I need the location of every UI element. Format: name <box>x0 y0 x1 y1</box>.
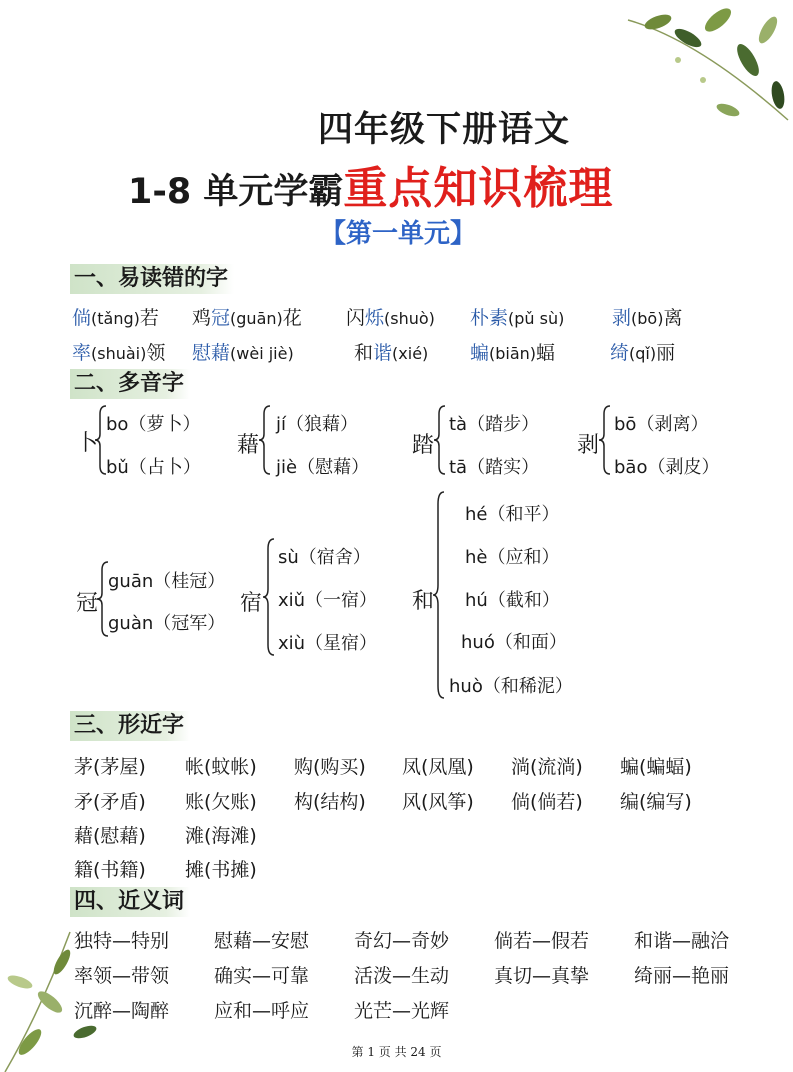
polyphonic-reading: huò（和稀泥） <box>449 676 573 697</box>
misread-item: 慰藉(wèi jiè) <box>192 342 294 364</box>
polyphonic-reading: huó（和面） <box>461 632 567 653</box>
polyphonic-reading: tà（踏步） <box>449 414 540 435</box>
misread-item: 闪烁(shuò) <box>346 307 435 329</box>
polyphonic-reading: hé（和平） <box>465 504 560 525</box>
polyphonic-reading: bǔ（占卜） <box>106 457 201 478</box>
polyphonic-reading: jiè（慰藉） <box>276 457 370 478</box>
similar-char-item: 账(欠账) <box>185 791 257 813</box>
synonym-item: 绮丽—艳丽 <box>634 965 730 987</box>
polyphonic-char: 藉 <box>237 433 260 458</box>
polyphonic-reading: tā（踏实） <box>449 457 540 478</box>
synonym-item: 活泼—生动 <box>354 965 450 987</box>
page-number: 第 1 页 共 24 页 <box>351 1045 442 1059</box>
misread-item: 蝙(biān)蝠 <box>470 342 556 364</box>
synonym-item: 奇幻—奇妙 <box>354 930 450 952</box>
polyphonic-char: 剥 <box>577 433 600 458</box>
synonym-item: 倘若—假若 <box>494 930 590 952</box>
misread-item: 朴素(pǔ sù) <box>470 307 565 329</box>
synonym-item: 率领—带领 <box>74 965 170 987</box>
similar-char-item: 风(风筝) <box>402 791 474 813</box>
similar-char-item: 蝙(蝙蝠) <box>620 756 692 778</box>
similar-char-item: 滩(海滩) <box>185 825 257 847</box>
polyphonic-reading: sù（宿舍） <box>278 547 371 568</box>
similar-char-item: 籍(书籍) <box>74 859 146 881</box>
brace-icon <box>433 404 447 476</box>
section-heading-misread: 一、易读错的字 <box>70 264 234 294</box>
polyphonic-reading: bāo（剥皮） <box>614 457 720 478</box>
similar-char-item: 购(购买) <box>294 756 366 778</box>
polyphonic-char: 卜 <box>76 431 99 456</box>
polyphonic-reading: bō（剥离） <box>614 414 709 435</box>
polyphonic-reading: xiù（星宿） <box>278 633 378 654</box>
misread-item: 倘(tǎng)若 <box>72 307 159 329</box>
similar-char-item: 构(结构) <box>294 791 366 813</box>
polyphonic-reading: bo（萝卜） <box>106 414 201 435</box>
doc-title-line2 <box>128 152 613 216</box>
similar-char-item: 茅(茅屋) <box>74 756 146 778</box>
synonym-item: 光芒—光辉 <box>354 1000 450 1022</box>
section-heading-similar: 三、形近字 <box>70 711 190 741</box>
similar-char-item: 淌(流淌) <box>511 756 583 778</box>
misread-item: 鸡冠(guān)花 <box>192 307 302 329</box>
synonym-item: 确实—可靠 <box>214 965 310 987</box>
polyphonic-reading: hú（截和） <box>465 590 560 611</box>
section-heading-polyphonic: 二、多音字 <box>70 369 190 399</box>
similar-char-item: 帐(蚊帐) <box>185 756 257 778</box>
similar-char-item: 矛(矛盾) <box>74 791 146 813</box>
polyphonic-char: 踏 <box>412 433 435 458</box>
brace-icon <box>432 490 446 700</box>
similar-char-item: 藉(慰藉) <box>74 825 146 847</box>
synonym-item: 和谐—融洽 <box>634 930 730 952</box>
misread-item: 和谐(xié) <box>354 342 429 364</box>
misread-item: 剥(bō)离 <box>612 307 683 329</box>
similar-char-item: 摊(书摊) <box>185 859 257 881</box>
synonym-item: 独特—特别 <box>74 930 170 952</box>
misread-item: 绮(qǐ)丽 <box>610 342 676 364</box>
polyphonic-reading: jí（狼藉） <box>276 414 359 435</box>
synonym-item: 沉醉—陶醉 <box>74 1000 170 1022</box>
doc-title-line1: 四年级下册语文 <box>318 110 571 150</box>
polyphonic-reading: hè（应和） <box>465 547 560 568</box>
misread-item: 率(shuài)领 <box>72 342 166 364</box>
unit-title: 【第一单元】 <box>320 219 477 249</box>
polyphonic-reading: xiǔ（一宿） <box>278 590 378 611</box>
section-heading-synonyms: 四、近义词 <box>70 887 190 917</box>
title-red-part: 重点知识梳理 <box>343 163 614 214</box>
polyphonic-reading: guān（桂冠） <box>108 571 226 592</box>
similar-char-item: 凤(凤凰) <box>402 756 474 778</box>
similar-char-item: 倘(倘若) <box>511 791 583 813</box>
synonym-item: 真切—真挚 <box>494 965 590 987</box>
leaf-decoration-top <box>618 0 793 150</box>
title-black-part: 1-8 单元学霸 <box>128 172 344 212</box>
synonym-item: 应和—呼应 <box>214 1000 310 1022</box>
polyphonic-char: 宿 <box>240 591 263 616</box>
similar-char-item: 编(编写) <box>620 791 692 813</box>
polyphonic-char: 和 <box>412 589 435 614</box>
polyphonic-reading: guàn（冠军） <box>108 613 226 634</box>
brace-icon <box>598 404 612 476</box>
brace-icon <box>262 537 276 657</box>
polyphonic-char: 冠 <box>76 591 99 616</box>
synonym-item: 慰藉—安慰 <box>214 930 310 952</box>
brace-icon <box>258 404 272 476</box>
